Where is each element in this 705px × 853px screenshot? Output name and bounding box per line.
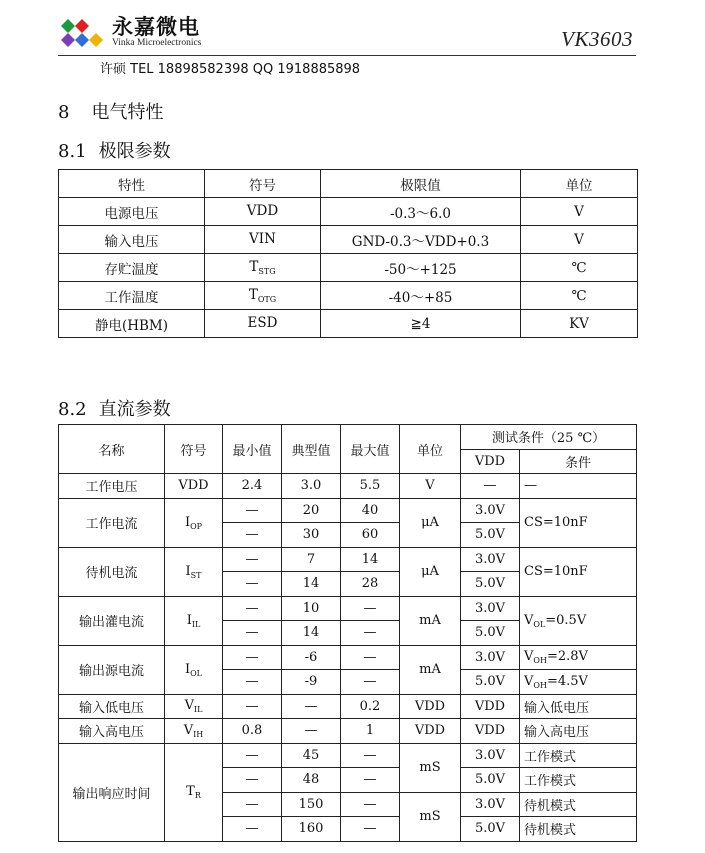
- table-row: [59, 310, 638, 338]
- param-symbol: $I_{OP}$: [165, 498, 223, 547]
- param-min: —: [223, 817, 282, 842]
- test-vdd: —: [461, 474, 520, 499]
- param-max: 60: [341, 523, 400, 548]
- table-row: [59, 282, 638, 310]
- logo-diamond-green: [61, 19, 75, 33]
- table-row: [59, 474, 637, 499]
- table-row: [59, 596, 637, 621]
- param-max: —: [341, 792, 400, 817]
- param-symbol: $I_{OL}$: [165, 645, 223, 694]
- col-header: 最小值: [223, 425, 282, 474]
- table-row: [59, 645, 637, 670]
- param-unit: KV: [521, 310, 638, 338]
- param-value: GND-0.3～VDD+0.3: [321, 226, 521, 254]
- col-header: 符号: [165, 425, 223, 474]
- param-max: 1: [341, 719, 400, 744]
- param-min: —: [223, 743, 282, 768]
- param-name: 输入低电压: [59, 694, 165, 719]
- table-header-row: [59, 170, 638, 198]
- param-unit: ℃: [521, 282, 638, 310]
- section-number: 8: [58, 102, 70, 123]
- logo-diamond-purple: [61, 33, 75, 47]
- param-value: -40～+85: [321, 282, 521, 310]
- test-vdd: 3.0V: [461, 498, 520, 523]
- param-name: 静电(HBM): [59, 310, 205, 338]
- logo-diamond-yellow: [89, 33, 103, 47]
- table-row: [59, 719, 637, 744]
- param-symbol: $T_R$: [165, 743, 223, 841]
- param-typ: 7: [282, 547, 341, 572]
- param-min: —: [223, 670, 282, 695]
- col-header: 单位: [400, 425, 461, 474]
- param-typ: 45: [282, 743, 341, 768]
- param-value: -50～+125: [321, 254, 521, 282]
- section-title: 电气特性: [91, 102, 164, 123]
- param-min: —: [223, 523, 282, 548]
- param-unit: mA: [400, 645, 461, 694]
- param-typ: 160: [282, 817, 341, 842]
- param-min: —: [223, 621, 282, 646]
- param-unit: μA: [400, 498, 461, 547]
- param-unit: mS: [400, 743, 461, 792]
- param-name: 输出响应时间: [59, 743, 165, 841]
- model-number: VK3603: [561, 27, 633, 51]
- table-header-row: [59, 425, 637, 450]
- param-min: —: [223, 572, 282, 597]
- test-vdd: 3.0V: [461, 645, 520, 670]
- absolute-max-table: [58, 169, 638, 338]
- param-min: —: [223, 498, 282, 523]
- param-typ: —: [282, 719, 341, 744]
- test-vdd: 3.0V: [461, 596, 520, 621]
- test-vdd: 5.0V: [461, 523, 520, 548]
- test-vdd: 5.0V: [461, 621, 520, 646]
- param-max: 28: [341, 572, 400, 597]
- param-min: 2.4: [223, 474, 282, 499]
- logo-diamond-red: [75, 19, 89, 33]
- test-cond: 待机模式: [520, 817, 637, 842]
- contact-info: 许硕 TEL 18898582398 QQ 1918885898: [100, 62, 361, 77]
- param-unit: μA: [400, 547, 461, 596]
- col-header: 最大值: [341, 425, 400, 474]
- test-cond: CS=10nF: [520, 498, 637, 547]
- section-heading-8-2: [58, 395, 171, 421]
- test-vdd: 3.0V: [461, 792, 520, 817]
- test-vdd: VDD: [461, 719, 520, 744]
- param-typ: -6: [282, 645, 341, 670]
- test-cond: 工作模式: [520, 743, 637, 768]
- param-symbol: $I_{IL}$: [165, 596, 223, 645]
- param-typ: 20: [282, 498, 341, 523]
- section-number: 8.1: [58, 141, 87, 162]
- test-cond: —: [520, 474, 637, 499]
- param-min: —: [223, 596, 282, 621]
- col-header: 极限值: [321, 170, 521, 198]
- param-max: 14: [341, 547, 400, 572]
- col-header: 单位: [521, 170, 638, 198]
- param-max: —: [341, 743, 400, 768]
- param-min: —: [223, 768, 282, 793]
- param-max: —: [341, 670, 400, 695]
- col-header: 特性: [59, 170, 205, 198]
- param-typ: 14: [282, 572, 341, 597]
- param-unit: V: [521, 198, 638, 226]
- param-name: 待机电流: [59, 547, 165, 596]
- brand-name-cn: 永嘉微电: [112, 15, 200, 39]
- param-max: —: [341, 645, 400, 670]
- table-row: [59, 198, 638, 226]
- header-divider: [58, 55, 636, 56]
- param-max: —: [341, 621, 400, 646]
- param-unit: ℃: [521, 254, 638, 282]
- param-symbol: ESD: [205, 310, 321, 338]
- test-cond: 工作模式: [520, 768, 637, 793]
- brand-name-en: Vinka Microelectronics: [112, 38, 202, 48]
- param-name: 工作电压: [59, 474, 165, 499]
- test-cond: $V_{OH}=4.5V$: [520, 670, 637, 695]
- param-symbol: $T_{OTG}$: [205, 282, 321, 310]
- param-symbol: $V_{IH}$: [165, 719, 223, 744]
- param-min: —: [223, 694, 282, 719]
- param-symbol: VDD: [205, 198, 321, 226]
- dc-params-table: [58, 424, 637, 842]
- section-heading-8-1: [58, 137, 171, 163]
- table-row: [59, 694, 637, 719]
- param-max: —: [341, 768, 400, 793]
- col-header: VDD: [461, 449, 520, 474]
- param-min: —: [223, 645, 282, 670]
- param-value: ≧4: [321, 310, 521, 338]
- param-unit: mA: [400, 596, 461, 645]
- param-max: 0.2: [341, 694, 400, 719]
- col-header: 典型值: [282, 425, 341, 474]
- param-typ: 14: [282, 621, 341, 646]
- test-vdd: 3.0V: [461, 743, 520, 768]
- param-unit: VDD: [400, 694, 461, 719]
- test-vdd: 5.0V: [461, 670, 520, 695]
- test-cond: CS=10nF: [520, 547, 637, 596]
- param-min: —: [223, 792, 282, 817]
- table-row: [59, 226, 638, 254]
- col-header: 名称: [59, 425, 165, 474]
- test-cond: $V_{OH}=2.8V$: [520, 645, 637, 670]
- param-typ: 10: [282, 596, 341, 621]
- company-logo: [58, 14, 106, 52]
- param-name: 存贮温度: [59, 254, 205, 282]
- param-max: —: [341, 596, 400, 621]
- logo-diamond-blue: [75, 33, 89, 47]
- test-vdd: 5.0V: [461, 817, 520, 842]
- param-max: —: [341, 817, 400, 842]
- param-max: 40: [341, 498, 400, 523]
- test-vdd: VDD: [461, 694, 520, 719]
- section-heading-8: [58, 98, 163, 124]
- test-cond: $V_{OL}=0.5V$: [520, 596, 637, 645]
- table-row: [59, 254, 638, 282]
- param-value: -0.3～6.0: [321, 198, 521, 226]
- param-name: 输入高电压: [59, 719, 165, 744]
- param-name: 输出源电流: [59, 645, 165, 694]
- param-typ: 3.0: [282, 474, 341, 499]
- param-symbol: $I_{ST}$: [165, 547, 223, 596]
- param-min: 0.8: [223, 719, 282, 744]
- param-symbol: $V_{IL}$: [165, 694, 223, 719]
- param-typ: 30: [282, 523, 341, 548]
- param-name: 输出灌电流: [59, 596, 165, 645]
- table-row: [59, 547, 637, 572]
- param-typ: -9: [282, 670, 341, 695]
- test-cond: 输入低电压: [520, 694, 637, 719]
- param-name: 工作电流: [59, 498, 165, 547]
- col-header: 测试条件（25 ℃）: [461, 425, 637, 450]
- param-symbol: $T_{STG}$: [205, 254, 321, 282]
- test-vdd: 3.0V: [461, 547, 520, 572]
- test-cond: 待机模式: [520, 792, 637, 817]
- table-row: [59, 743, 637, 768]
- col-header: 符号: [205, 170, 321, 198]
- param-name: 输入电压: [59, 226, 205, 254]
- section-title: 直流参数: [98, 399, 171, 420]
- param-name: 电源电压: [59, 198, 205, 226]
- param-unit: mS: [400, 792, 461, 841]
- param-name: 工作温度: [59, 282, 205, 310]
- test-vdd: 5.0V: [461, 572, 520, 597]
- param-unit: VDD: [400, 719, 461, 744]
- param-typ: —: [282, 694, 341, 719]
- test-vdd: 5.0V: [461, 768, 520, 793]
- section-number: 8.2: [58, 399, 87, 420]
- param-unit: V: [400, 474, 461, 499]
- table-row: [59, 498, 637, 523]
- col-header: 条件: [520, 449, 637, 474]
- section-title: 极限参数: [98, 141, 171, 162]
- param-symbol: VDD: [165, 474, 223, 499]
- param-min: —: [223, 547, 282, 572]
- param-typ: 48: [282, 768, 341, 793]
- param-symbol: VIN: [205, 226, 321, 254]
- param-typ: 150: [282, 792, 341, 817]
- param-max: 5.5: [341, 474, 400, 499]
- param-unit: V: [521, 226, 638, 254]
- test-cond: 输入高电压: [520, 719, 637, 744]
